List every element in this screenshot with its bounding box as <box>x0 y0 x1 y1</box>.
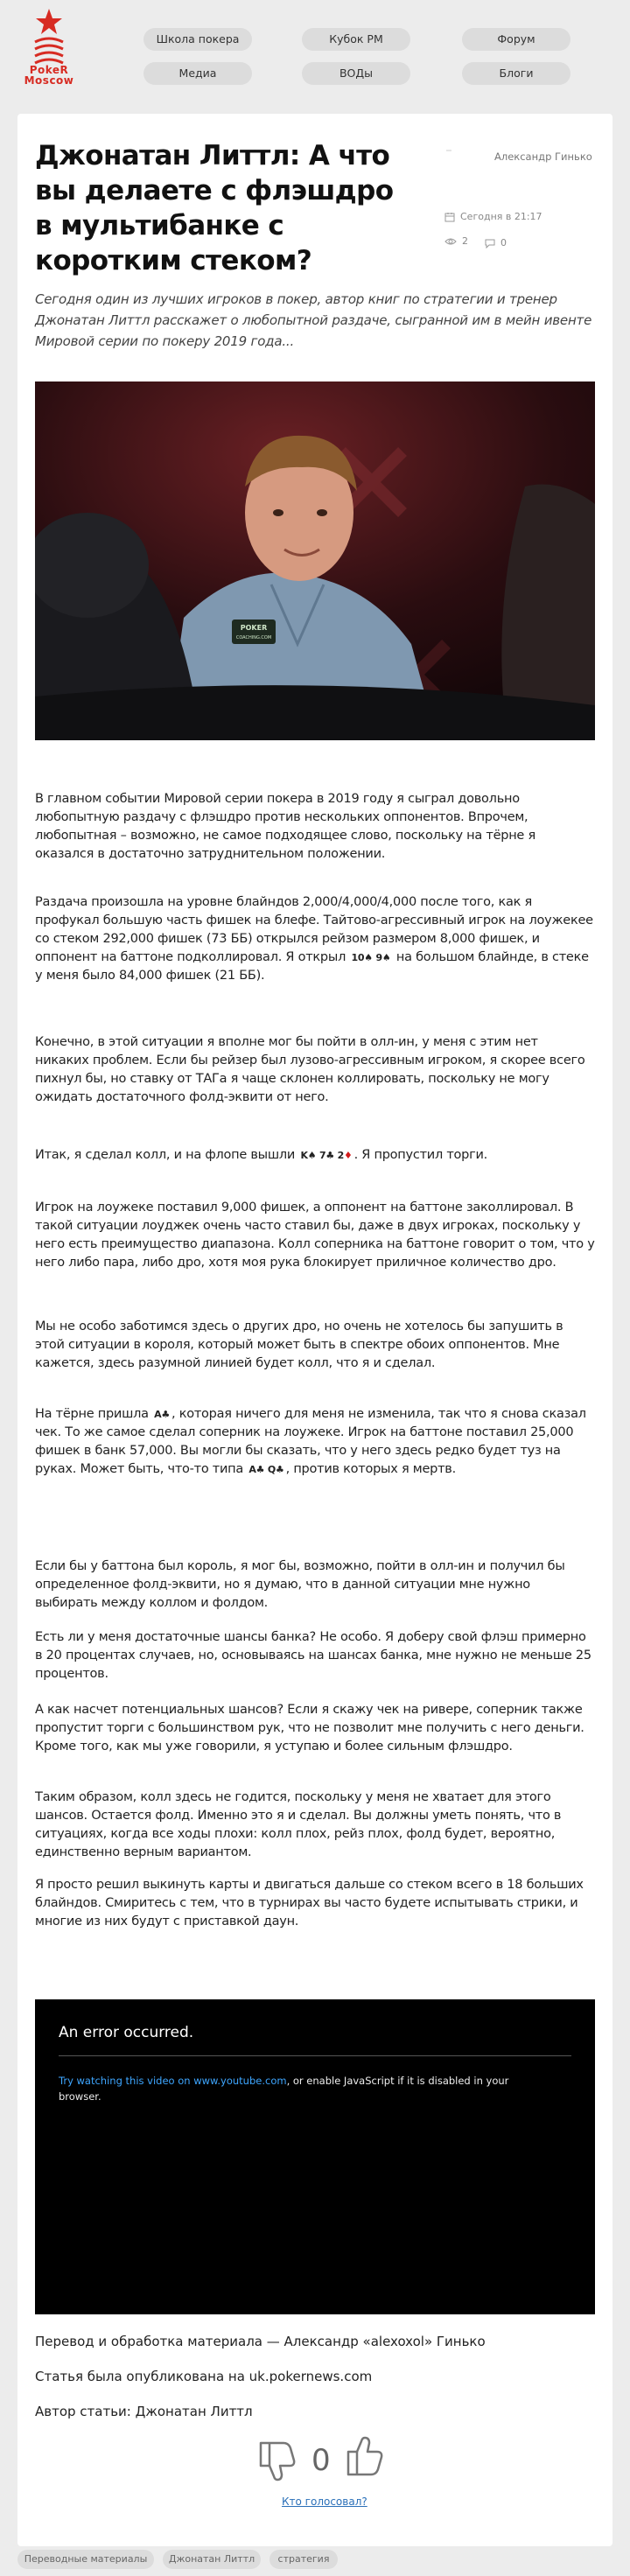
villain-card-2: Q♣ <box>267 1464 284 1475</box>
credit-author: Автор статьи: Джонатан Литтл <box>35 2404 253 2419</box>
flop-card-3: 2♦ <box>337 1150 353 1161</box>
paragraph-4-part-b: . Я пропустил торги. <box>354 1148 488 1162</box>
site-logo[interactable] <box>18 7 80 110</box>
nav-media[interactable]: Медиа <box>144 62 252 85</box>
publish-date <box>444 211 542 222</box>
author-name[interactable]: Александр Гинько <box>494 150 592 163</box>
who-voted-link[interactable]: Кто голосовал? <box>282 2496 368 2508</box>
site-header <box>0 0 630 114</box>
logo-text-top: PokeR <box>29 64 69 76</box>
video-embed[interactable] <box>35 1999 595 2314</box>
turn-card: A♣ <box>154 1409 171 1420</box>
nav-vods[interactable]: ВОДы <box>302 62 410 85</box>
video-divider <box>59 2055 571 2056</box>
paragraph-2 <box>35 893 595 985</box>
hand-card-2: 9♠ <box>375 952 391 963</box>
villain-cards <box>247 1460 285 1479</box>
paragraph-8: Если бы у баттона был король, я мог бы, возможно, пойти в олл-ин и получил бы определенное фолд-эквити, но я думаю, что в данной ситуации мне нужно выбирать между коллом и фолдом. <box>35 1559 565 1610</box>
paragraph-5: Игрок на лоужеке поставил 9,000 фишек, а оппонент на баттоне заколлировал. В такой ситуации лоуджек очень часто ставил бы, даже в двух игроках, поскольку у него есть преимущество диапазона. Колл соперника на баттоне говорит о том, что у него либо пара, либо дро, хотя моя рука блокирует приличное количество дро. <box>35 1200 595 1270</box>
comment-icon <box>485 239 495 248</box>
paragraph-2-part-a: Раздача произошла на уровне блайндов 2,000/4,000/4,000 после того, как я профукал большую часть фишек на блефе. Тайтово-агрессивный игрок на лоужекее со стеком 292,000 фишек (73 ББ) открылся рейзом размером 8,000 фишек, и оппонент на баттоне подколлировал. Я открыл <box>35 895 593 964</box>
video-error-message <box>59 2073 549 2104</box>
paragraph-2-part-b: на большом блайнде, в стеке у меня было 84,000 фишек (21 ББ). <box>35 950 589 983</box>
comments-count-text: 0 <box>500 237 507 248</box>
video-error-title: An error occurred. <box>59 2024 194 2041</box>
paragraph-3: Конечно, в этой ситуации я вполне мог бы пойти в олл-ин, у меня с этим нет никаких проблем. Если бы рейзер был лузово-агрессивным игроком, я скорее всего пихнул бы, но ставку от ТАГа я чаще склонен коллировать, поскольку не могу ожидать достаточного фолд-эквити от него. <box>35 1035 585 1104</box>
hand-cards <box>349 948 392 967</box>
nav-forum[interactable]: Форум <box>462 28 570 51</box>
paragraph-4 <box>35 1146 595 1165</box>
publish-date-text: Сегодня в 21:17 <box>460 211 542 222</box>
thumbs-down-icon[interactable] <box>254 2438 299 2483</box>
comments-count[interactable] <box>485 237 507 248</box>
paragraph-7 <box>35 1405 595 1479</box>
villain-card-1: A♣ <box>248 1464 265 1475</box>
tag-strategy[interactable]: стратегия <box>270 2550 338 2569</box>
article-title: Джонатан Литтл: А что вы делаете с флэшдро в мультибанке с коротким стеком? <box>35 140 394 276</box>
hand-card-1: 10♠ <box>351 952 373 963</box>
paragraph-10: А как насчет потенциальных шансов? Если я скажу чек на ривере, соперник также пропустит торги с большинством рук, что не позволит мне получить с него деньги. Кроме того, как мы уже говорили, я уступаю и более сильным флэшдро. <box>35 1703 584 1754</box>
paragraph-6: Мы не особо заботимся здесь о других дро, но очень не хотелось бы запушить в этой ситуации в короля, который может быть в спектре обоих оппонентов. Мне кажется, здесь разумной линией будет колл, что я и сделал. <box>35 1320 564 1370</box>
paragraph-7-part-c: , против которых я мертв. <box>285 1462 456 1476</box>
vote-widget <box>254 2434 394 2487</box>
photo-patch-top: POKER <box>240 624 268 632</box>
flop-cards <box>298 1146 354 1165</box>
photo-patch-bottom: COACHING.COM <box>235 635 272 640</box>
credit-published: Статья была опубликована на uk.pokernews.com <box>35 2369 373 2384</box>
nav-blogs[interactable]: Блоги <box>462 62 570 85</box>
youtube-link[interactable]: Try watching this video on www.youtube.com <box>59 2075 287 2087</box>
tag-translated-materials[interactable]: Переводные материалы <box>18 2550 154 2569</box>
article-lead: Сегодня один из лучших игроков в покер, автор книг по стратегии и тренер Джонатан Литтл расскажет о любопытной раздаче, сыгранной им в мейн ивенте Мировой серии по покеру 2019 года... <box>35 291 592 349</box>
views-count <box>444 235 468 247</box>
vote-count: 0 <box>312 2443 331 2478</box>
calendar-icon <box>444 212 455 222</box>
paragraph-11: Таким образом, колл здесь не годится, поскольку у меня не хватает для этого шансов. Остается фолд. Именно это я и сделал. Вы должны уметь понять, что в ситуациях, когда все ходы плохи: колл плох, рейз плох, фолд будет, вероятно, единственно верным вариантом. <box>35 1790 562 1859</box>
logo-star-icon <box>32 7 66 65</box>
paragraph-9: Есть ли у меня достаточные шансы банка? Не особо. Я доберу свой флэш примерно в 20 процентах случаев, но, основываясь на шансах банка, мне нужно не меньше 25 процентов. <box>35 1630 592 1681</box>
credit-translation: Перевод и обработка материала — Александр «alexoxol» Гинько <box>35 2334 486 2349</box>
flop-card-2: 7♣ <box>318 1150 334 1161</box>
video-error-rest: , or enable JavaScript if it is disabled in your browser. <box>59 2075 509 2103</box>
author-avatar[interactable] <box>444 149 471 175</box>
nav-pm-cup[interactable]: Кубок PM <box>302 28 410 51</box>
photo-player-image <box>35 382 595 740</box>
flop-card-1: K♠ <box>300 1150 317 1161</box>
article-photo <box>35 382 595 740</box>
paragraph-7-part-a: На тёрне пришла <box>35 1407 149 1421</box>
paragraph-7-part-b: , которая ничего для меня не изменила, так что я снова сказал чек. То же самое сделал соперник на лоужеке. Игрок на баттоне поставил 25,000 фишек в банк 57,000. Вы могли бы сказать, что у него здесь редко будет туз на руках. Может быть, что-то типа <box>35 1407 586 1476</box>
nav-poker-school[interactable]: Школа покера <box>144 28 252 51</box>
paragraph-1: В главном событии Мировой серии покера в 2019 году я сыграл довольно любопытную раздачу с флэшдро против нескольких оппонентов. Впрочем, любопытная – возможно, не самое подходящее слово, поскольку на тёрне я оказался в достаточно затруднительном положении. <box>35 792 536 861</box>
logo-text-bottom: Moscow <box>24 74 74 87</box>
paragraph-4-part-a: Итак, я сделал колл, и на флопе вышли <box>35 1148 296 1162</box>
eye-icon <box>444 237 457 246</box>
tag-jonathan-little[interactable]: Джонатан Литтл <box>163 2550 261 2569</box>
paragraph-12: Я просто решил выкинуть карты и двигаться дальше со стеком всего в 18 больших блайндов. Смиритесь с тем, что в турнирах вы часто будете испытывать стрики, и многие из них будут с приставкой даун. <box>35 1878 584 1928</box>
views-count-text: 2 <box>462 235 468 247</box>
thumbs-up-icon[interactable] <box>341 2434 387 2480</box>
